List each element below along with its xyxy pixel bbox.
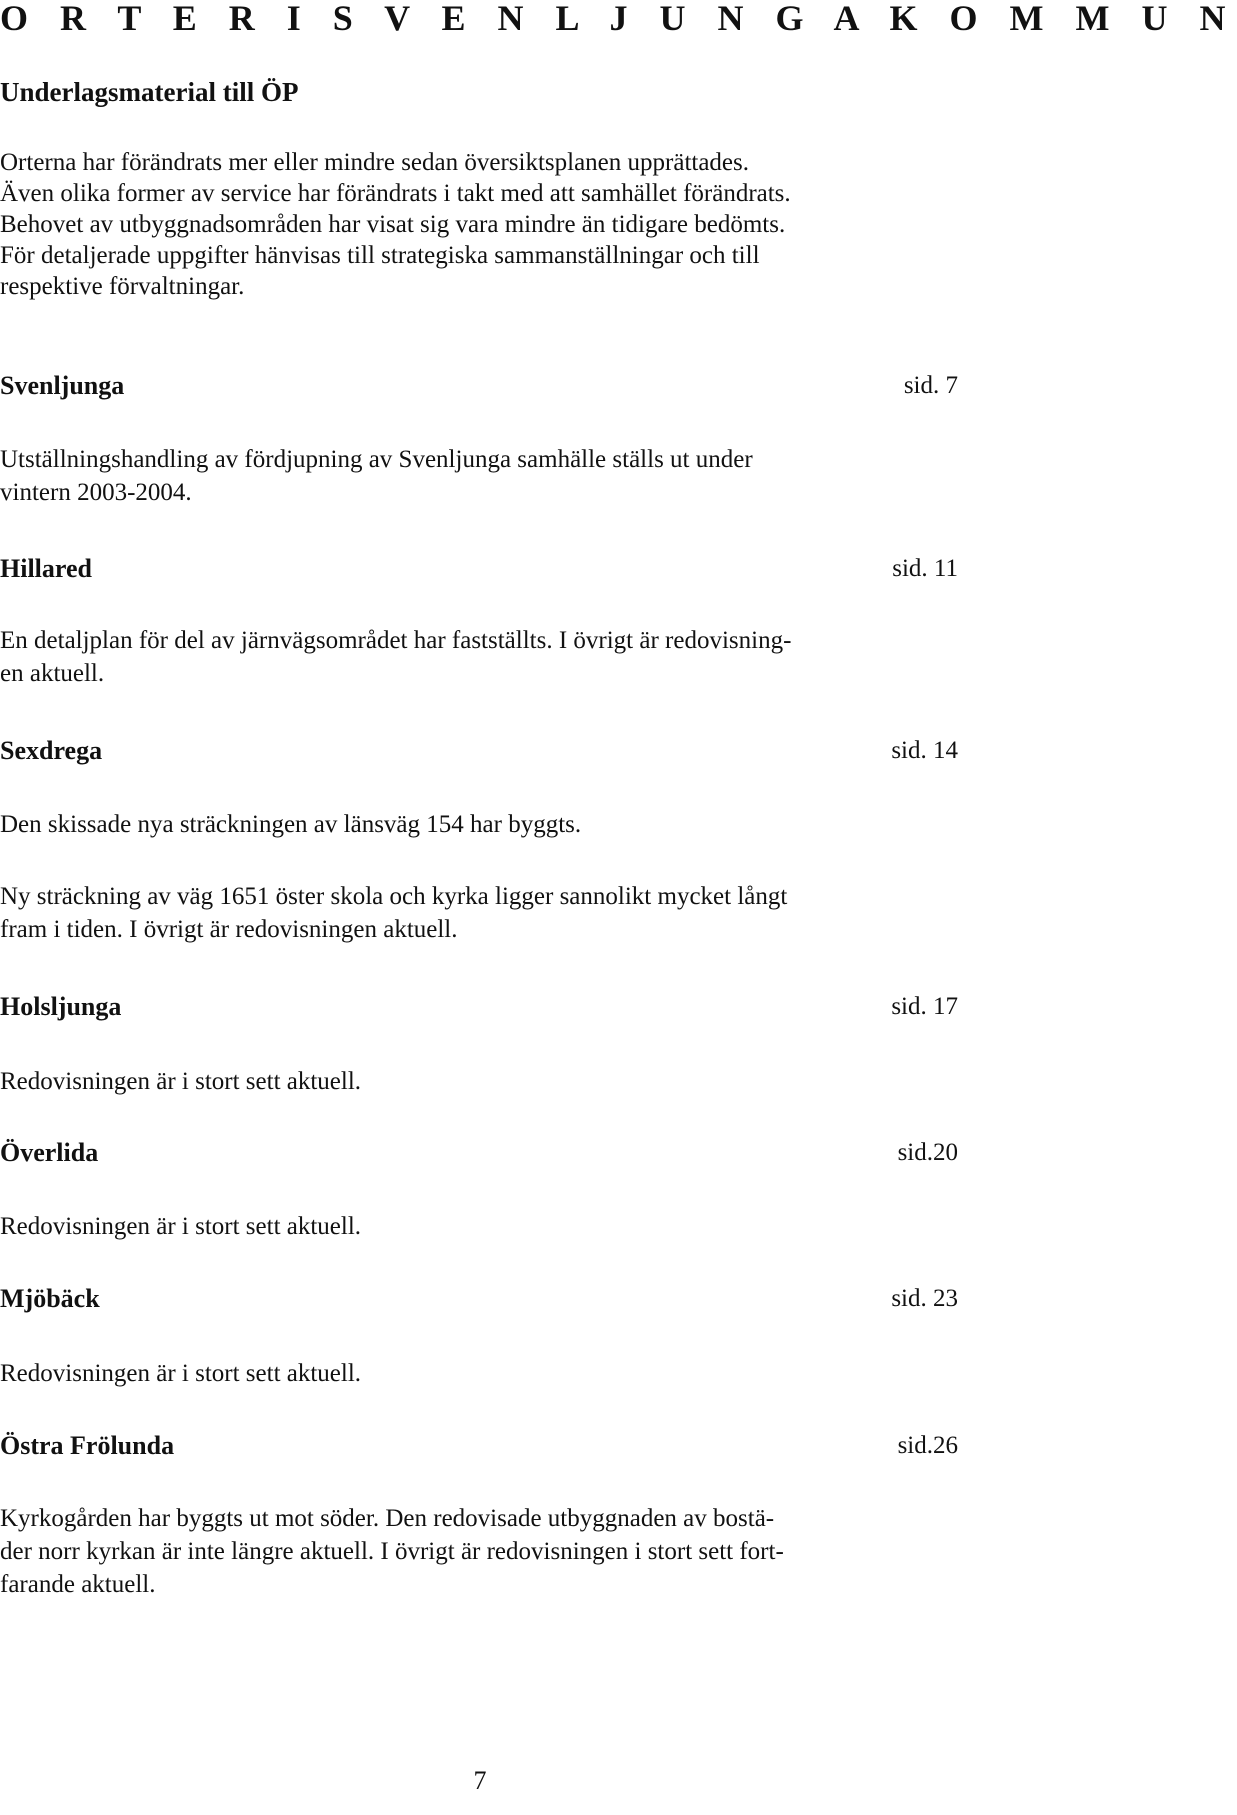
section-heading-ostra-frolunda	[0, 1430, 958, 1464]
section-line: Utställningshandling av fördjupning av Svenljunga samhälle ställs ut under	[0, 446, 753, 473]
section-heading-svenljunga	[0, 370, 958, 404]
intro-line: Även olika former av service har förändrats i takt med att samhället förändrats.	[0, 180, 791, 207]
section-page-ref: sid. 23	[891, 1285, 958, 1312]
section-line: Ny sträckning av väg 1651 öster skola och kyrka ligger sannolikt mycket långt	[0, 883, 788, 910]
section-page-ref: sid.26	[897, 1432, 958, 1459]
section-line: Redovisningen är i stort sett aktuell.	[0, 1360, 362, 1387]
section-line: der norr kyrkan är inte längre aktuell. I övrigt är redovisningen i stort sett fort-	[0, 1538, 784, 1565]
section-page-ref: sid. 17	[891, 993, 958, 1020]
page-subtitle: Underlagsmaterial till ÖP	[0, 77, 299, 107]
section-page-ref: sid.20	[897, 1139, 958, 1166]
intro-line: respektive förvaltningar.	[0, 273, 245, 300]
section-text-ostra-frolunda	[0, 1502, 958, 1601]
section-line: Redovisningen är i stort sett aktuell.	[0, 1213, 362, 1240]
section-name: Östra Frölunda	[0, 1431, 175, 1460]
intro-line: För detaljerade uppgifter hänvisas till strategiska sammanställningar och till	[0, 242, 760, 269]
section-page-ref: sid. 7	[903, 372, 958, 399]
section-text-sexdrega	[0, 808, 958, 841]
section-line: vintern 2003-2004.	[0, 479, 192, 506]
section-line: Redovisningen är i stort sett aktuell.	[0, 1068, 362, 1095]
section-name: Svenljunga	[0, 371, 125, 400]
section-heading-sexdrega	[0, 735, 958, 769]
section-name: Mjöbäck	[0, 1284, 100, 1313]
section-heading-overlida	[0, 1137, 958, 1171]
page-title: O R T E R I S V E N L J U N G A K O M M U N	[0, 0, 1237, 38]
intro-paragraph	[0, 147, 958, 302]
section-name: Överlida	[0, 1138, 99, 1167]
section-line: En detaljplan för del av järnvägsområdet har fastställts. I övrigt är redovisning-	[0, 627, 792, 654]
section-text-holsljunga	[0, 1065, 958, 1098]
section-name: Sexdrega	[0, 736, 103, 765]
section-name: Holsljunga	[0, 992, 122, 1021]
section-heading-mjoback	[0, 1283, 958, 1317]
section-text-overlida	[0, 1210, 958, 1243]
section-text-sexdrega-extra	[0, 880, 958, 946]
intro-line: Orterna har förändrats mer eller mindre sedan översiktsplanen upprättades.	[0, 149, 750, 176]
section-line: farande aktuell.	[0, 1571, 156, 1598]
intro-line: Behovet av utbyggnadsområden har visat sig vara mindre än tidigare bedömts.	[0, 211, 786, 238]
section-line: en aktuell.	[0, 660, 105, 687]
section-line: Den skissade nya sträckningen av länsväg 154 har byggts.	[0, 811, 582, 838]
section-text-svenljunga	[0, 443, 958, 509]
section-line: fram i tiden. I övrigt är redovisningen aktuell.	[0, 916, 458, 943]
section-line: Kyrkogården har byggts ut mot söder. Den redovisade utbyggnaden av bostä-	[0, 1505, 775, 1532]
page-number: 7	[473, 1766, 487, 1795]
section-page-ref: sid. 14	[891, 737, 958, 764]
section-heading-hillared	[0, 553, 958, 587]
section-page-ref: sid. 11	[892, 555, 958, 582]
section-name: Hillared	[0, 554, 92, 583]
section-heading-holsljunga	[0, 991, 958, 1025]
section-text-mjoback	[0, 1357, 958, 1390]
section-text-hillared	[0, 624, 958, 690]
